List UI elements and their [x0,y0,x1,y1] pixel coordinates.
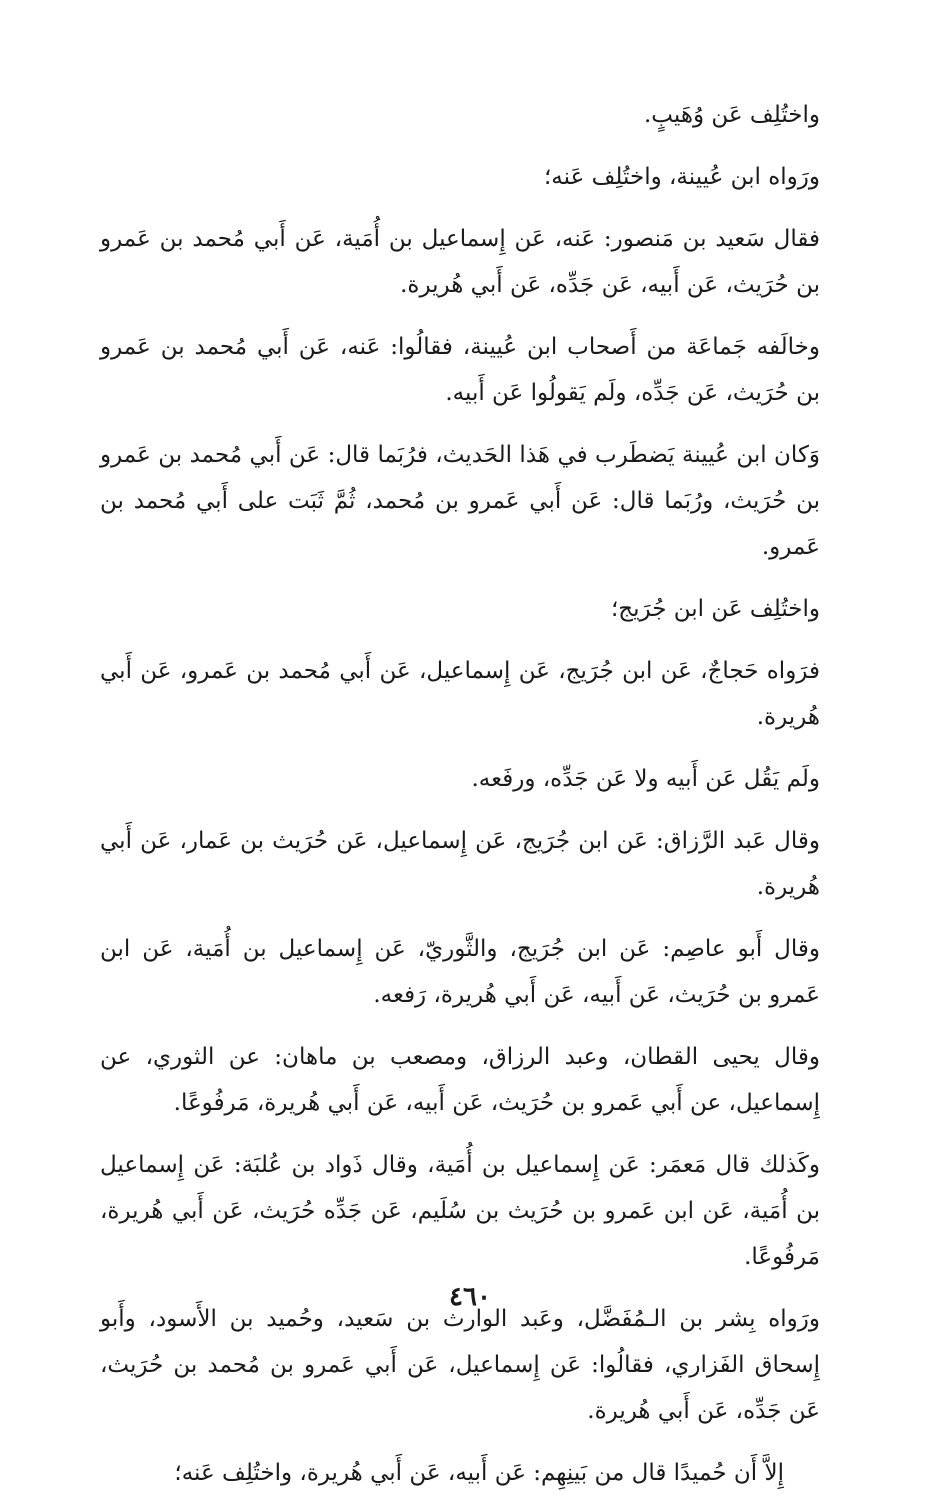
paragraph: واختُلِف عَن ابن جُرَيج؛ [610,596,820,622]
paragraph: إِلاَّ أَن حُميدًا قال من بَينِهِم: عَن أَبيه، عَن أَبي هُريرة، واختُلِف عَنه؛ [174,1460,784,1486]
paragraph: وكَذلك قال مَعمَر: عَن إِسماعيل بن أُمَية، وقال ذَواد بن عُلبَة: عَن إِسماعيل بن أُمَية، عَن ابن عَمرو بن حُرَيث بن سُلَيم، عَن جَدِّه حُرَيث، عَن أَبي هُريرة، مَرفُوعًا. [100,1152,820,1270]
paragraph: واختُلِف عَن وُهَيبٍ. [643,102,820,128]
paragraph: فقال سَعيد بن مَنصور: عَنه، عَن إِسماعيل بن أُمَية، عَن أَبي مُحمد بن عَمرو بن حُرَيث، عَن أَبيه، عَن جَدِّه، عَن أَبي هُريرة. [100,226,820,298]
paragraph: وقال يحيى القطان، وعبد الرزاق، ومصعب بن ماهان: عن الثوري، عن إِسماعيل، عن أَبي عَمرو بن حُرَيث، عَن أَبيه، عَن أَبي هُريرة، مَرفُوعًا. [100,1044,820,1116]
paragraph: وقال عَبد الرَّزاق: عَن ابن جُرَيج، عَن إِسماعيل، عَن حُرَيث بن عَمار، عَن أَبي هُريرة. [100,828,820,900]
paragraph: وخالَفه جَماعَة من أَصحاب ابن عُيينة، فقالُوا: عَنه، عَن أَبي مُحمد بن عَمرو بن حُرَيث، عَن جَدِّه، ولَم يَقولُوا عَن أَبيه. [100,334,820,406]
paragraph: فرَواه حَجاجٌ، عَن ابن جُرَيج، عَن إِسماعيل، عَن أَبي مُحمد بن عَمرو، عَن أَبي هُريرة. [100,658,820,730]
paragraph: ورَواه ابن عُيينة، واختُلِف عَنه؛ [544,164,820,190]
paragraph: ورَواه بِشر بن الـمُفَضَّل، وعَبد الوارث بن سَعيد، وحُميد بن الأَسود، وأَبو إِسحاق الفَزاري، فقالُوا: عَن إِسماعيل، عَن أَبي عَمرو بن مُحمد بن حُرَيث، عَن جَدِّه، عَن أَبي هُريرة. [100,1306,820,1424]
paragraph: وقال أَبو عاصِم: عَن ابن جُرَيج، والثَّوريّ، عَن إِسماعيل بن أُمَية، عَن ابن عَمرو بن حُرَيث، عَن أَبيه، عَن أَبي هُريرة، رَفعه. [100,936,820,1008]
paragraph: وَكان ابن عُيينة يَضطَرب في هَذا الحَديث، فرُبَما قال: عَن أَبي مُحمد بن عَمرو بن حُرَيث، ورُبَما قال: عَن أَبي عَمرو بن مُحمد، ثُمَّ ثَبَت على أَبي مُحمد بن عَمرو. [100,442,820,560]
paragraph: ولَم يَقُل عَن أَبيه ولا عَن جَدِّه، ورفَعه. [471,766,820,792]
page-number: ٤٦٠ [449,1282,491,1312]
